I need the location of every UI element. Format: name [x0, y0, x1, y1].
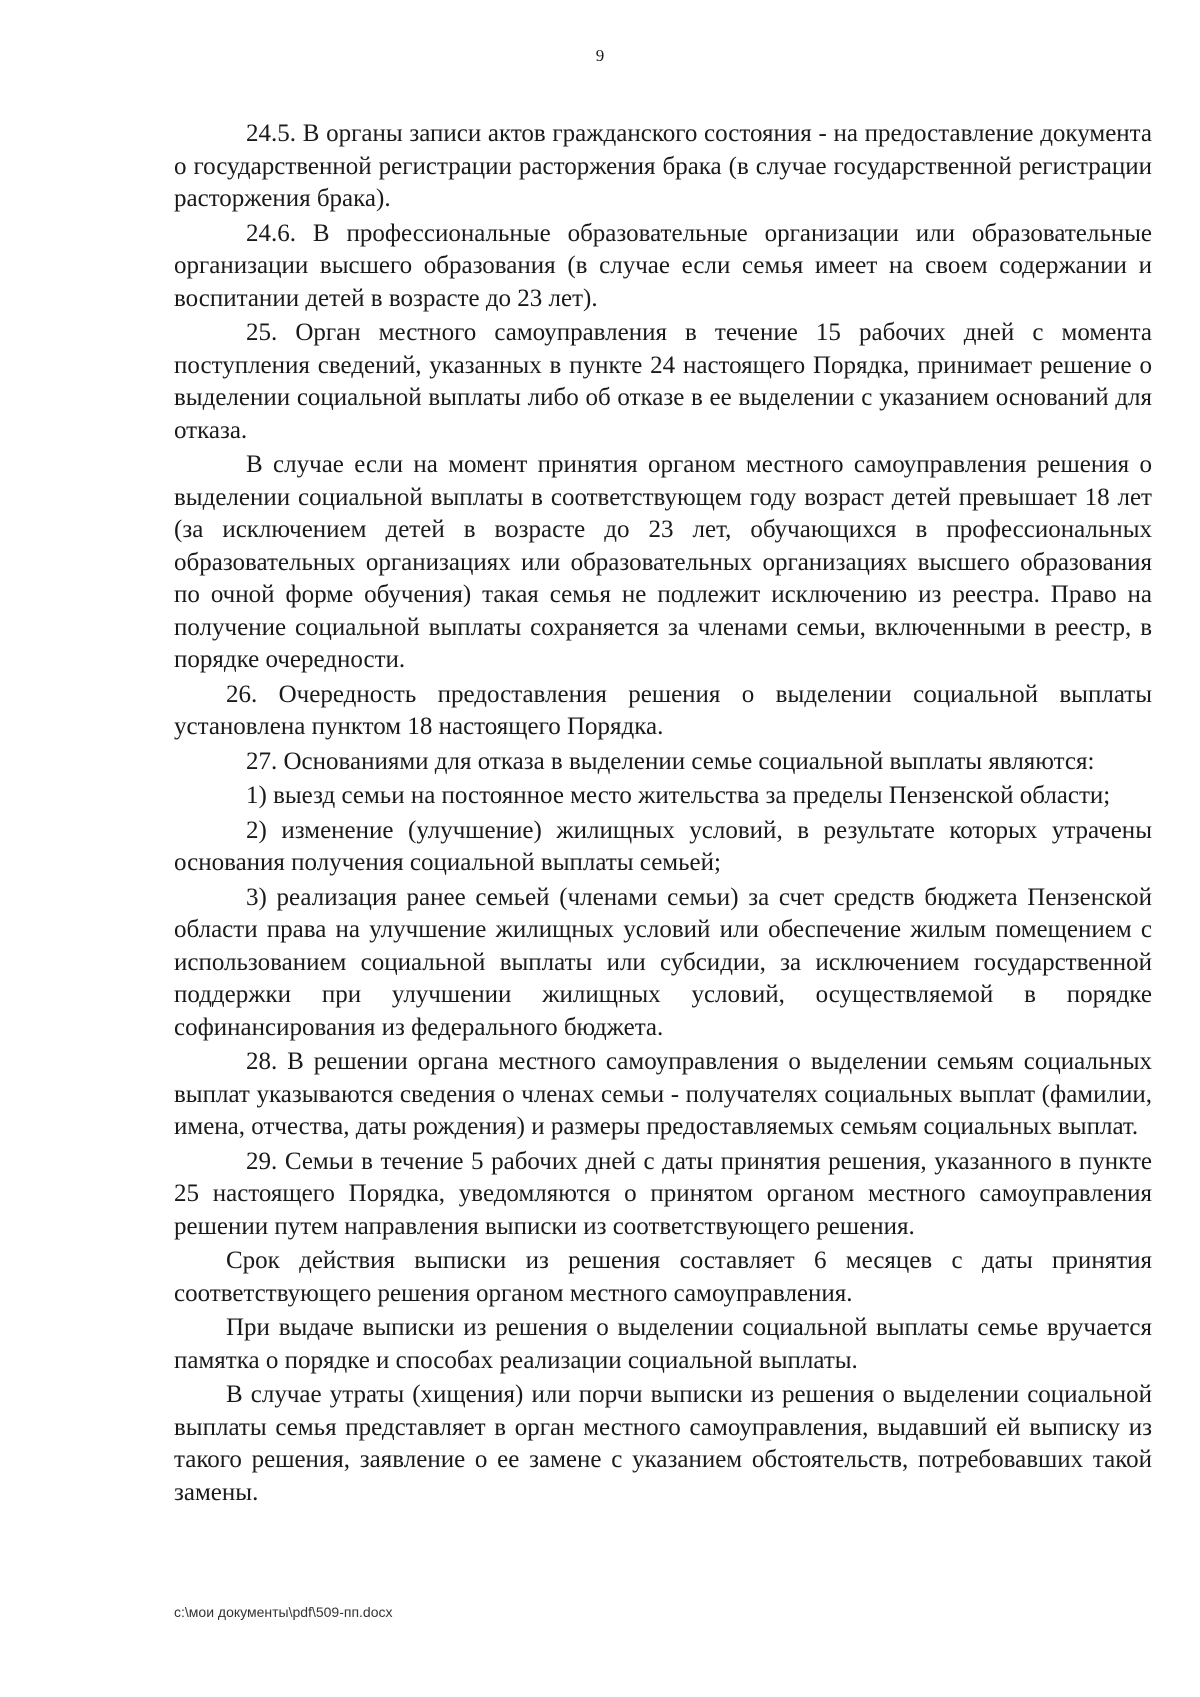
list-item-27-3: 3) реализация ранее семьей (членами семьи) за счет средств бюджета Пензенской области права на улучшение жилищных условий или обеспечение жилым помещением с использованием социальной выплаты или субсидии, за исключением государственной поддержки при улучшении жилищных условий, осуществляемой в порядке софинансирования из федерального бюджета.: [174, 883, 1152, 1041]
paragraph-29-replacement: В случае утраты (хищения) или порчи выписки из решения о выделении социальной выплаты семья представляет в орган местного самоуправления, выдавший ей выписку из такого решения, заявление о ее замене с указанием обстоятельств, потребовавших такой замены.: [174, 1381, 1152, 1506]
list-item-27-1: 1) выезд семьи на постоянное место жительства за пределы Пензенской области;: [246, 782, 1111, 809]
paragraph-25: 25. Орган местного самоуправления в течение 15 рабочих дней с момента поступления сведений, указанных в пункте 24 настоящего Порядка, принимает решение о выделении социальной выплаты либо об отказе в ее выделении с указанием оснований для отказа.: [174, 319, 1152, 444]
paragraph-29-validity: Срок действия выписки из решения составляет 6 месяцев с даты принятия соответствующего решения органом местного самоуправления.: [174, 1247, 1152, 1307]
paragraph-24-6: 24.6. В профессиональные образовательные организации или образовательные организации высшего образования (в случае если семья имеет на своем содержании и воспитании детей в возрасте до 23 лет).: [174, 219, 1152, 312]
paragraph-27: 27. Основаниями для отказа в выделении семье социальной выплаты являются:: [246, 747, 1095, 775]
list-item-27-2: 2) изменение (улучшение) жилищных условий, в результате которых утрачены основания получения социальной выплаты семьей;: [174, 816, 1152, 876]
paragraph-29: 29. Семьи в течение 5 рабочих дней с даты принятия решения, указанного в пункте 25 настоящего Порядка, уведомляются о принятом органом местного самоуправления решении путем направления выписки из соответствующего решения.: [174, 1147, 1152, 1240]
document-body: [174, 118, 1152, 1511]
paragraph-24-5: 24.5. В органы записи актов гражданского состояния - на предоставление документа о государственной регистрации расторжения брака (в случае государственной регистрации расторжения брака).: [174, 120, 1152, 212]
footer-file-path: c:\мои документы\pdf\509-пп.docx: [174, 1604, 393, 1620]
paragraph-28: 28. В решении органа местного самоуправления о выделении семьям социальных выплат указываются сведения о членах семьи - получателях социальных выплат (фамилии, имена, отчества, даты рождения) и размеры предоставляемых семьям социальных выплат.: [174, 1048, 1152, 1140]
paragraph-25-continuation: В случае если на момент принятия органом местного самоуправления решения о выделении социальной выплаты в соответствующем году возраст детей превышает 18 лет (за исключением детей в возрасте до 23 лет, обучающихся в профессиональных образовательных организациях или образовательных организациях высшего образования по очной форме обучения) такая семья не подлежит исключению из реестра. Право на получение социальной выплаты сохраняется за членами семьи, включенными в реестр, в порядке очередности.: [174, 451, 1152, 673]
paragraph-29-memo: При выдаче выписки из решения о выделении социальной выплаты семье вручается памятка о порядке и способах реализации социальной выплаты.: [174, 1314, 1152, 1374]
paragraph-26: 26. Очередность предоставления решения о выделении социальной выплаты установлена пунктом 18 настоящего Порядка.: [174, 680, 1152, 740]
page-number: 9: [595, 46, 605, 65]
